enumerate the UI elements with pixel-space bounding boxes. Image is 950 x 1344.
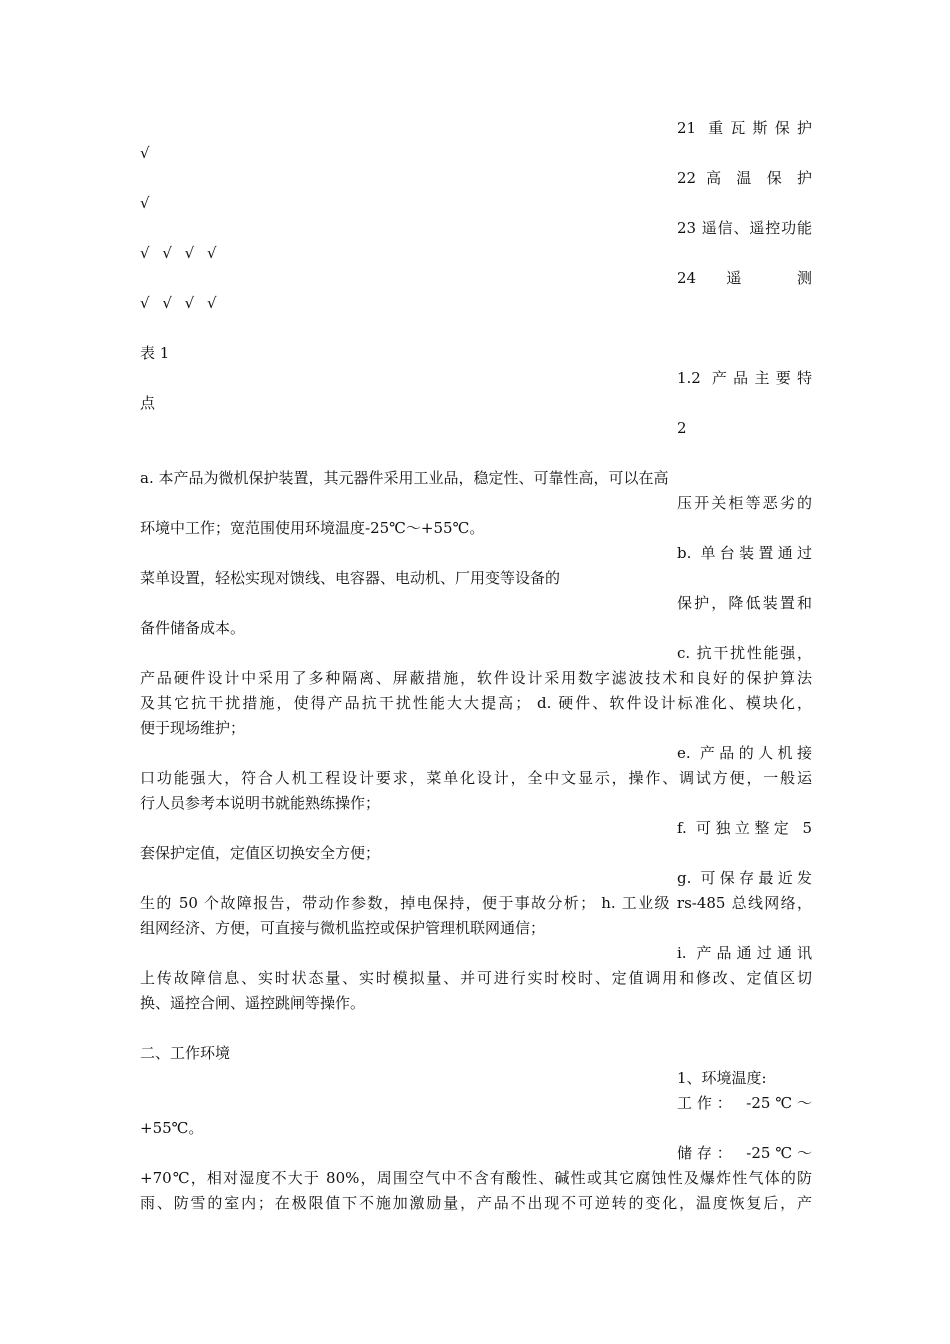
feature-g-line2: 生的 50 个故障报告，带动作参数，掉电保持，便于事故分析； h. 工业级 rs-485 总线网络， — [140, 894, 812, 912]
env-temp-work-cont: +55℃。 — [140, 1119, 204, 1137]
feature-i-line3: 换、遥控合闸、遥控跳闸等操作。 — [140, 994, 366, 1012]
section-heading-1-2: 1.2 产品主要特 — [677, 369, 812, 387]
table-row-21-checks: √ — [140, 144, 150, 162]
feature-b-line3: 保护，降低装置和 — [677, 594, 812, 612]
feature-g-line1: g. 可保存最近发 — [677, 869, 812, 887]
table-caption: 表 1 — [140, 344, 170, 362]
feature-e-line3: 行人员参考本说明书就能熟练操作； — [140, 794, 381, 812]
table-row-22-checks: √ — [140, 194, 150, 212]
feature-a-line1: a. 本产品为微机保护装置，其元器件采用工业品，稳定性、可靠性高，可以在高 — [140, 469, 669, 487]
table-row-21-label: 21 重瓦斯保护 — [677, 119, 812, 137]
feature-a-line2: 压开关柜等恶劣的 — [677, 494, 812, 512]
feature-h-line2: 组网经济、方便，可直接与微机监控或保护管理机联网通信； — [140, 919, 546, 937]
feature-f-line1: f. 可独立整定 5 — [677, 819, 812, 837]
feature-e-line2: 口功能强大，符合人机工程设计要求，菜单化设计，全中文显示，操作、调试方便，一般运 — [140, 769, 812, 787]
table-row-22-label: 22 高 温 保 护 — [677, 169, 812, 187]
table-row-24-label: 24 遥 测 — [677, 269, 812, 287]
feature-i-line1: i. 产品通过通讯 — [677, 944, 812, 962]
env-temp-heading: 1、环境温度: — [677, 1069, 767, 1087]
feature-a-line3: 环境中工作；宽范围使用环境温度-25℃～+55℃。 — [140, 519, 485, 537]
feature-i-line2: 上传故障信息、实时状态量、实时模拟量、并可进行实时校时、定值调用和修改、定值区切 — [140, 969, 812, 987]
feature-c-line3: 及其它抗干扰措施，使得产品抗干扰性能大大提高； d. 硬件、软件设计标准化、模块化， — [140, 694, 812, 712]
feature-f-line2: 套保护定值，定值区切换安全方便； — [140, 844, 381, 862]
feature-c-line1: c. 抗干扰性能强， — [677, 644, 812, 662]
page-number: 2 — [677, 419, 687, 437]
env-temp-store-cont: +70℃，相对湿度不大于 80%，周围空气中不含有酸性、碱性或其它腐蚀性及爆炸性气体的防 — [140, 1169, 812, 1187]
table-row-23-label: 23 遥信、遥控功能 — [677, 219, 812, 237]
feature-e-line1: e. 产品的人机接 — [677, 744, 812, 762]
feature-b-line1: b. 单台装置通过 — [677, 544, 812, 562]
feature-c-line2: 产品硬件设计中采用了多种隔离、屏蔽措施，软件设计采用数字滤波技术和良好的保护算法 — [140, 669, 812, 687]
table-row-24-checks: √ √ √ √ — [140, 294, 217, 312]
section-heading-1-2-cont: 点 — [140, 394, 156, 412]
table-row-23-checks: √ √ √ √ — [140, 244, 217, 262]
feature-b-line4: 备件储备成本。 — [140, 619, 246, 637]
env-temp-work: 工作： -25℃～ — [677, 1094, 812, 1112]
feature-b-line2: 菜单设置，轻松实现对馈线、电容器、电动机、厂用变等设备的 — [140, 569, 561, 587]
env-temp-store-cont2: 雨、防雪的室内；在极限值下不施加激励量，产品不出现不可逆转的变化，温度恢复后，产 — [140, 1194, 812, 1212]
section-heading-2: 二、工作环境 — [140, 1044, 231, 1062]
feature-d-line2: 便于现场维护； — [140, 719, 246, 737]
env-temp-store: 储存： -25℃～ — [677, 1144, 812, 1162]
